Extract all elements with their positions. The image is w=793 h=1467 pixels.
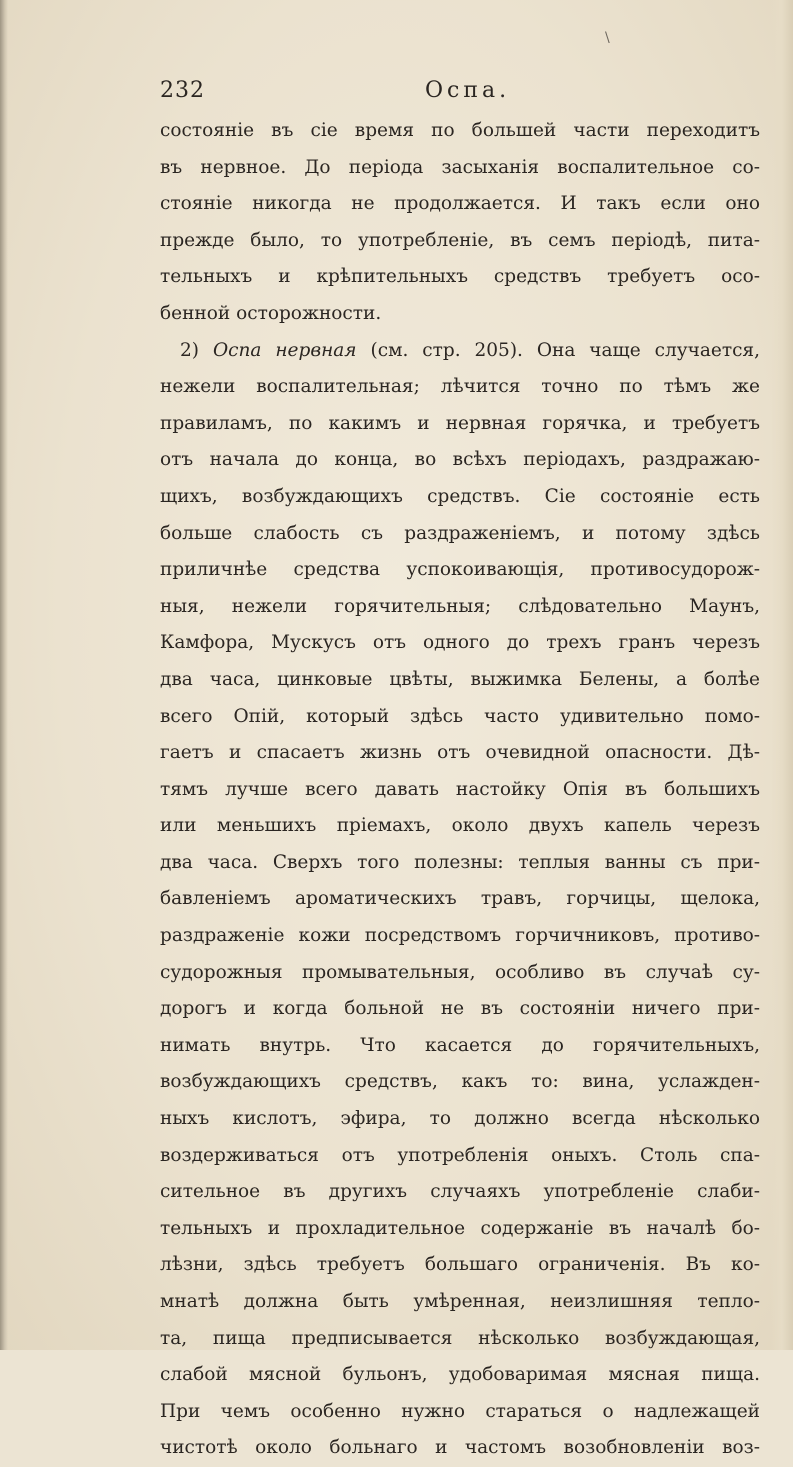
running-title: Оспа. <box>425 78 511 103</box>
page-edge-right <box>771 0 793 1350</box>
text-line: ныя, нежели горячительныя; слѣдовательно Маунъ, <box>160 595 760 617</box>
text-line: тямъ лучше всего давать настойку Опія въ большихъ <box>160 778 760 800</box>
section-title: Оспа нервная <box>212 339 357 361</box>
text-line: или меньшихъ пріемахъ, около двухъ капель черезъ <box>160 815 760 837</box>
text-line: дорогъ и когда больной не въ состояніи ничего при- <box>160 998 760 1020</box>
text-line: нежели воспалительная; лѣчится точно по тѣмъ же <box>160 376 760 398</box>
text-line: мнатѣ должна быть умѣренная, неизлишняя тепло- <box>160 1291 760 1312</box>
text-line: гаетъ и спасаетъ жизнь отъ очевидной опасности. Дѣ- <box>160 742 760 764</box>
section-number: 2) <box>180 339 199 361</box>
section-line-text: (см. стр. 205). Она чаще случается, <box>370 339 760 361</box>
text-line: отъ начала до конца, во всѣхъ періодахъ, раздражаю- <box>160 449 760 471</box>
text-line: больше слабость съ раздраженіемъ, и потому здѣсь <box>160 522 760 544</box>
text-line: При чемъ особенно нужно стараться о надлежащей <box>160 1400 760 1422</box>
text-line: два часа, цинковые цвѣты, выжимка Белены, а болѣе <box>160 668 760 690</box>
text-line: стояніе никогда не продолжается. И такъ если оно <box>160 193 760 215</box>
stray-mark: \ <box>605 30 610 46</box>
text-line: бенной осторожности. <box>160 302 382 324</box>
page-number: 232 <box>160 78 205 103</box>
text-line: Камфора, Мускусъ отъ одного до трехъ гранъ черезъ <box>160 632 760 654</box>
text-line: правиламъ, по какимъ и нервная горячка, и требуетъ <box>160 412 760 434</box>
text-body <box>160 113 760 1467</box>
text-line: сительное въ другихъ случаяхъ употребленіе слаби- <box>160 1181 760 1203</box>
text-line: состояніе въ сіе время по большей части переходитъ <box>160 120 760 141</box>
text-line: ныхъ кислотъ, эфира, то должно всегда нѣсколько <box>160 1108 760 1130</box>
text-line: воздерживаться отъ употребленія оныхъ. Столь спа- <box>160 1144 760 1166</box>
text-line: прежде было, то употребленіе, въ семъ періодѣ, пита- <box>160 229 760 251</box>
text-line: два часа. Сверхъ того полезны: теплыя ванны съ при- <box>160 851 760 873</box>
section-heading-line <box>160 333 760 370</box>
text-line: тельныхъ и прохладительное содержаніе въ началѣ бо- <box>160 1217 760 1239</box>
text-line: всего Опій, который здѣсь часто удивительно помо- <box>160 705 760 727</box>
text-line: судорожныя промывательныя, особливо въ случаѣ су- <box>160 961 760 983</box>
text-line: раздраженіе кожи посредствомъ горчичниковъ, противо- <box>160 925 760 947</box>
text-line: нимать внутрь. Что касается до горячительныхъ, <box>160 1034 760 1056</box>
text-line: щихъ, возбуждающихъ средствъ. Сіе состояніе есть <box>160 485 760 507</box>
text-line: слабой мясной бульонъ, удобоваримая мясная пища. <box>160 1364 760 1386</box>
text-line: приличнѣе средства успокоивающія, противосудорож- <box>160 559 760 581</box>
text-line: та, пища предписывается нѣсколько возбуждающая, <box>160 1327 760 1349</box>
text-line: въ нервное. До періода засыханія воспалительное со- <box>160 156 760 178</box>
text-line: возбуждающихъ средствъ, какъ то: вина, услажден- <box>160 1071 760 1093</box>
page-edge-left <box>0 0 8 1350</box>
page-header <box>160 78 760 108</box>
text-line: бавленіемъ ароматическихъ травъ, горчицы, щелока, <box>160 888 760 910</box>
text-line: лѣзни, здѣсь требуетъ большаго ограниченія. Въ ко- <box>160 1254 760 1276</box>
text-line: тельныхъ и крѣпительныхъ средствъ требуетъ осо- <box>160 266 760 288</box>
text-line: чистотѣ около больнаго и частомъ возобновленіи воз- <box>160 1437 760 1459</box>
